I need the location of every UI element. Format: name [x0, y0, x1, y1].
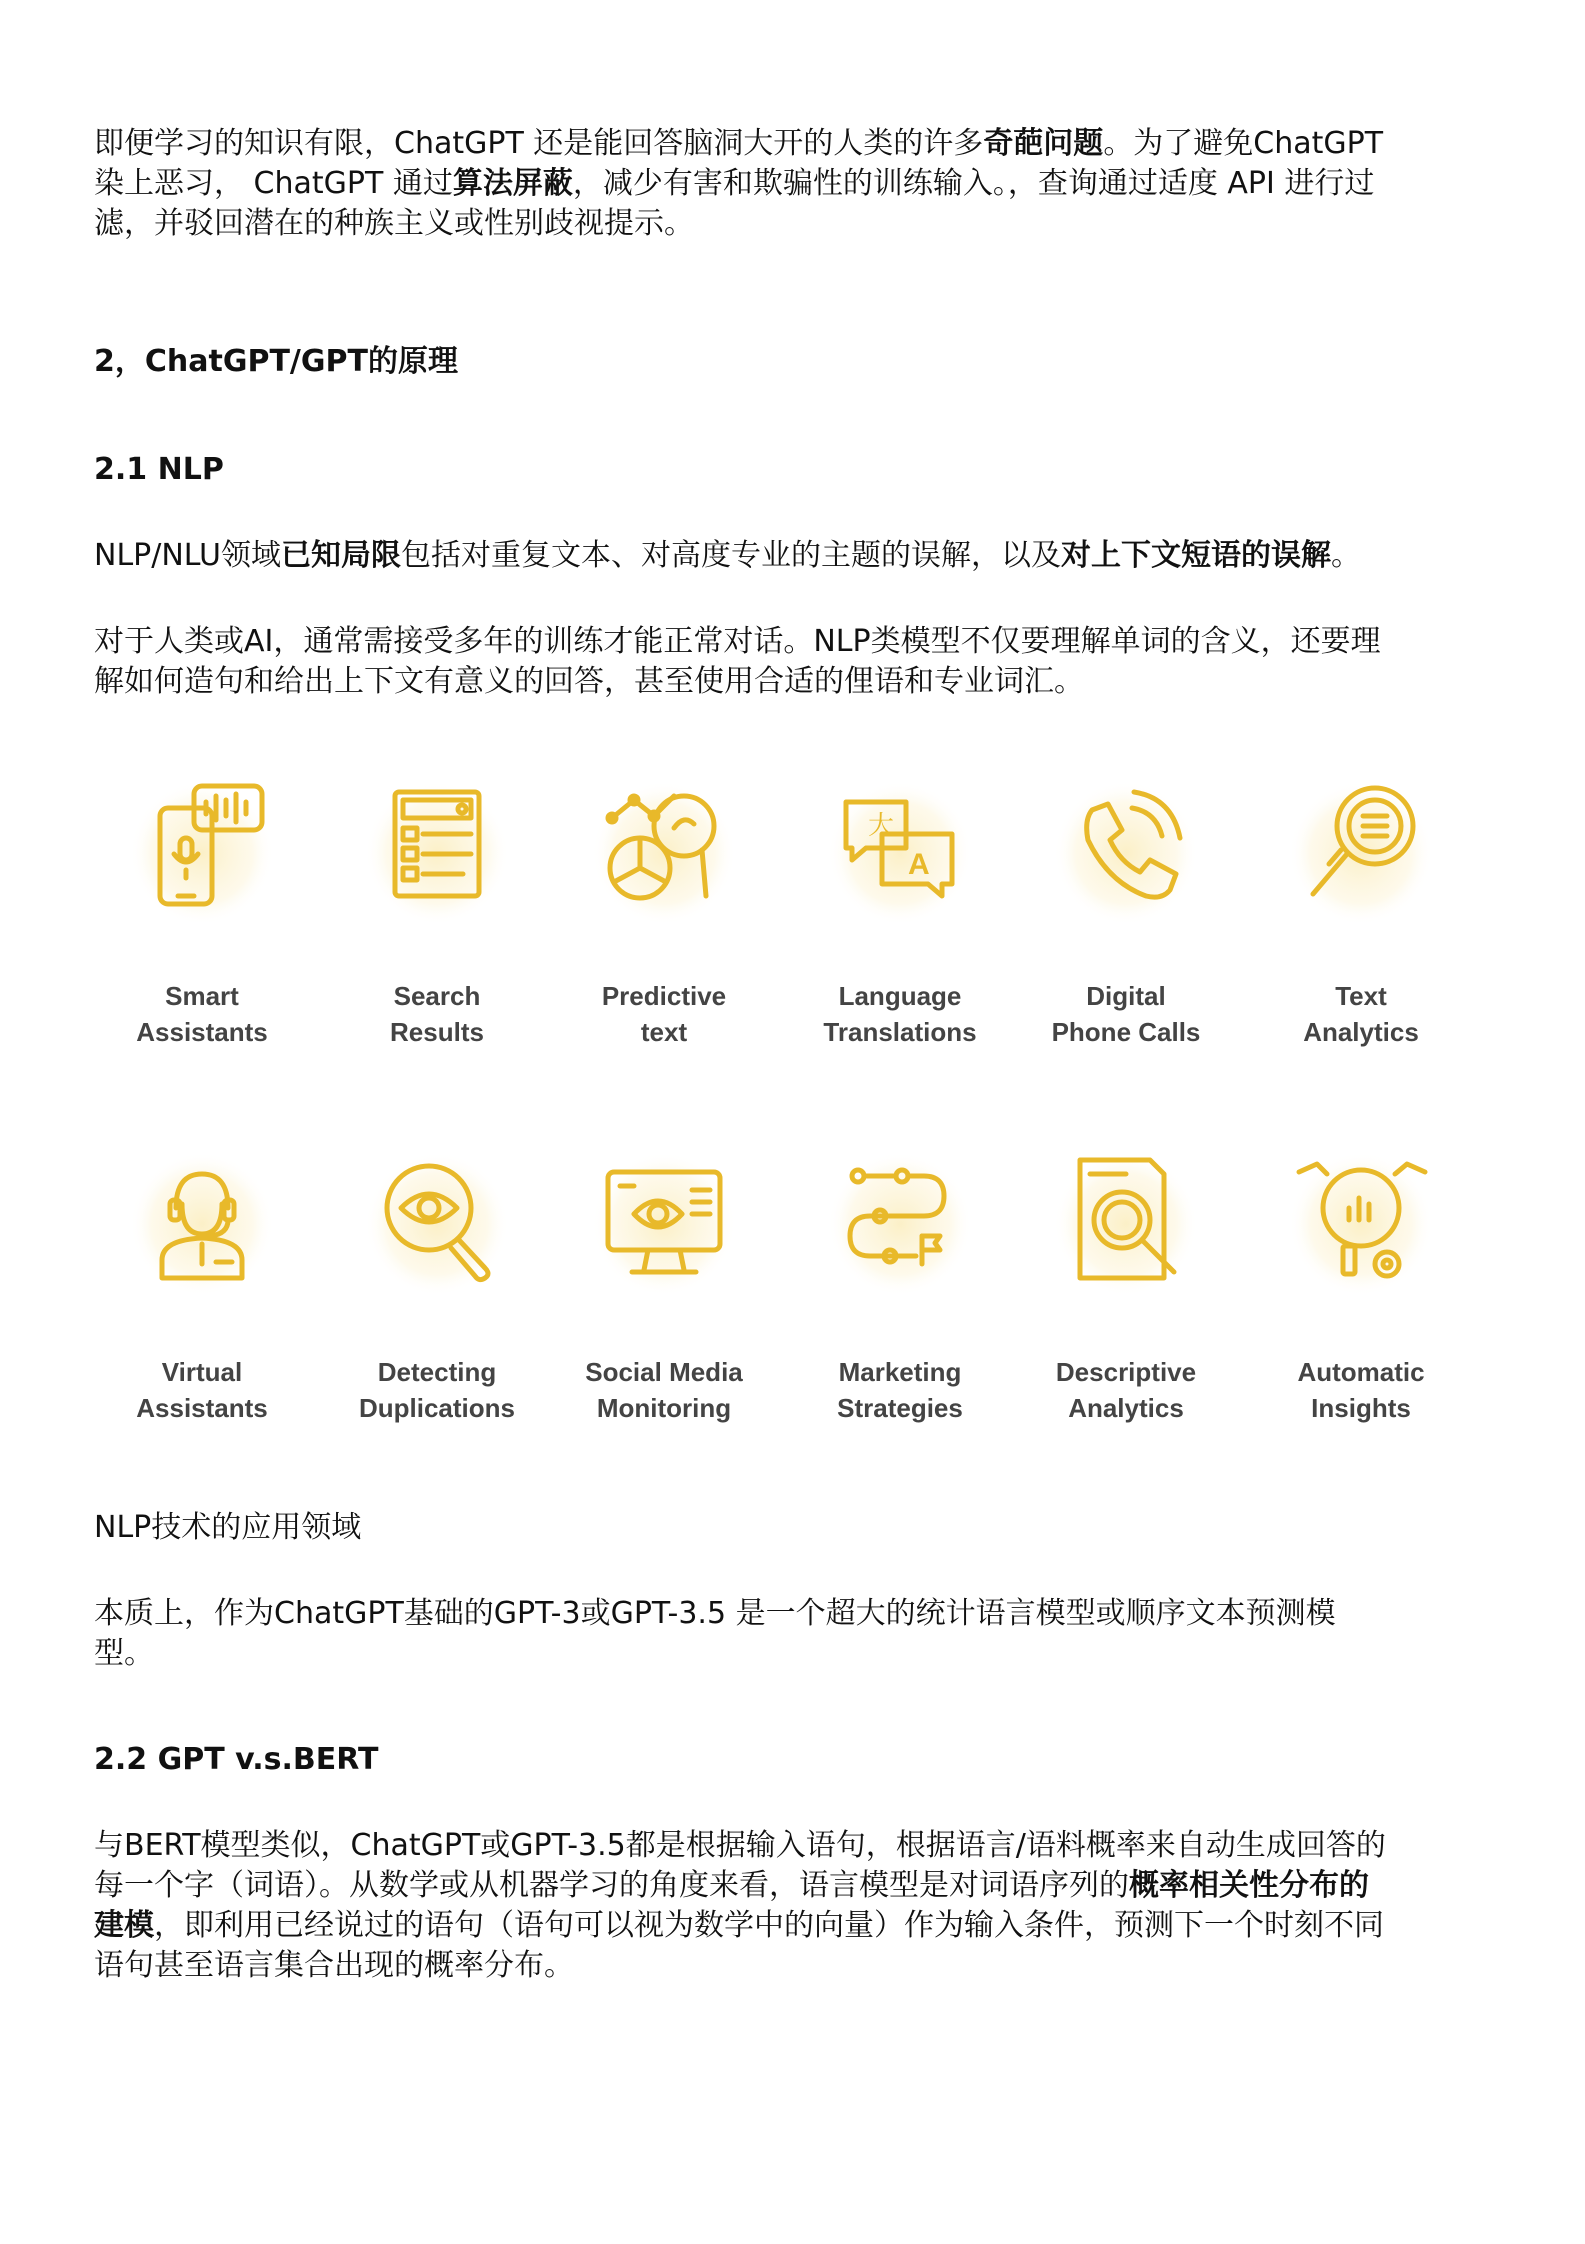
- nlp-app-tile: [102, 1154, 302, 1484]
- document-magnifier-icon: [1056, 1154, 1196, 1294]
- nlp-app-tile: [337, 1154, 537, 1484]
- para-text: NLP/NLU领域: [94, 538, 281, 573]
- magnifier-text-icon: [1291, 778, 1431, 918]
- para-text: 本质上，作为ChatGPT基础的GPT-3或GPT-3.5 是一个超大的统计语言模型或顺序文本预测模: [94, 1596, 1336, 1631]
- smartphone-voice-icon: [132, 778, 272, 918]
- nlp-app-tile: [800, 778, 1000, 1108]
- tile-label: Social Media Monitoring: [585, 1357, 743, 1423]
- tile-label: Detecting Duplications: [358, 1357, 515, 1423]
- route-flag-icon: [830, 1154, 970, 1294]
- nlp-app-tile: [102, 778, 302, 1108]
- nlp-app-tile: [337, 778, 537, 1108]
- intro-text: ，减少有害和欺骗性的训练输入。，查询通过适度 API 进行过: [572, 166, 1375, 201]
- intro-paragraph: [94, 124, 1454, 244]
- tile-label: Marketing Strategies: [837, 1357, 963, 1423]
- nlp-app-tile: [1026, 778, 1226, 1108]
- tile-label: Descriptive Analytics: [1055, 1357, 1197, 1423]
- section-2-2-heading: 2.2 GPT v.s.BERT: [94, 1742, 379, 1777]
- para-bold-text: 对上下文短语的误解: [1060, 538, 1331, 573]
- nlp-app-tile: [564, 778, 764, 1108]
- section-2-1-heading: 2.1 NLP: [94, 452, 224, 487]
- svg-text:A: A: [908, 848, 930, 881]
- para-bold-text: 概率相关性分布的: [1129, 1868, 1369, 1903]
- translation-bubbles-icon: [830, 778, 970, 918]
- intro-bold-text: 奇葩问题: [983, 126, 1104, 161]
- para-text: 语句甚至语言集合出现的概率分布。: [94, 1948, 574, 1983]
- para-text: 解如何造句和给出上下文有意义的回答，甚至使用合适的俚语和专业词汇。: [94, 664, 1084, 699]
- tile-label: Digital Phone Calls: [1051, 981, 1201, 1047]
- headset-agent-icon: [132, 1154, 272, 1294]
- gpt-model-paragraph: [94, 1594, 1454, 1674]
- para-bold-text: 已知局限: [280, 538, 401, 573]
- nlp-app-tile: [1026, 1154, 1226, 1484]
- lightbulb-chart-icon: [1291, 1154, 1431, 1294]
- intro-text: 。为了避免ChatGPT: [1103, 126, 1384, 161]
- search-results-icon: [367, 778, 507, 918]
- nlp-applications-figure: [94, 768, 1454, 1468]
- nlp-training-paragraph: [94, 622, 1454, 702]
- para-text: 与BERT模型类似，ChatGPT或GPT-3.5都是根据输入语句，根据语言/语料概率来自动生成回答的: [94, 1828, 1386, 1863]
- nlp-app-tile: [564, 1154, 764, 1484]
- intro-bold-text: 算法屏蔽: [452, 166, 573, 201]
- intro-text: 滤，并驳回潜在的种族主义或性别歧视提示。: [94, 206, 694, 241]
- tile-label: Automatic Insights: [1297, 1357, 1425, 1423]
- tile-label: Virtual Assistants: [136, 1357, 268, 1423]
- intro-text: 即便学习的知识有限，ChatGPT 还是能回答脑洞大开的人类的许多: [94, 126, 984, 161]
- predictive-chart-icon: [594, 778, 734, 918]
- nlp-app-tile: [1261, 1154, 1461, 1484]
- para-text: ，即利用已经说过的语句（语句可以视为数学中的向量）作为输入条件，预测下一个时刻不同: [154, 1908, 1384, 1943]
- para-bold-text: 建模: [94, 1908, 154, 1943]
- para-text: 对于人类或AI，通常需接受多年的训练才能正常对话。NLP类模型不仅要理解单词的含义，还要理: [94, 624, 1381, 659]
- tile-label: Predictive text: [601, 981, 727, 1047]
- gpt-bert-paragraph: [94, 1826, 1454, 1986]
- phone-call-icon: [1056, 778, 1196, 918]
- figure-caption: NLP技术的应用领域: [94, 1510, 362, 1545]
- para-text: 包括对重复文本、对高度专业的主题的误解，以及: [400, 538, 1061, 573]
- tile-label: Text Analytics: [1303, 981, 1419, 1047]
- nlp-app-tile: [1261, 778, 1461, 1108]
- section-2-heading: 2，ChatGPT/GPT的原理: [94, 344, 458, 379]
- para-text: 型。: [94, 1636, 154, 1671]
- svg-text:大: 大: [868, 811, 895, 841]
- nlp-limits-paragraph: [94, 536, 1454, 576]
- eye-magnifier-icon: [367, 1154, 507, 1294]
- tile-label: Language Translations: [823, 981, 977, 1047]
- monitor-eye-icon: [594, 1154, 734, 1294]
- intro-text: 染上恶习， ChatGPT 通过: [94, 166, 453, 201]
- tile-label: Smart Assistants: [136, 981, 268, 1047]
- tile-label: Search Results: [390, 981, 484, 1047]
- nlp-app-tile: [800, 1154, 1000, 1484]
- para-text: 每一个字（词语）。从数学或从机器学习的角度来看，语言模型是对词语序列的: [94, 1868, 1129, 1903]
- para-text: 。: [1330, 538, 1361, 573]
